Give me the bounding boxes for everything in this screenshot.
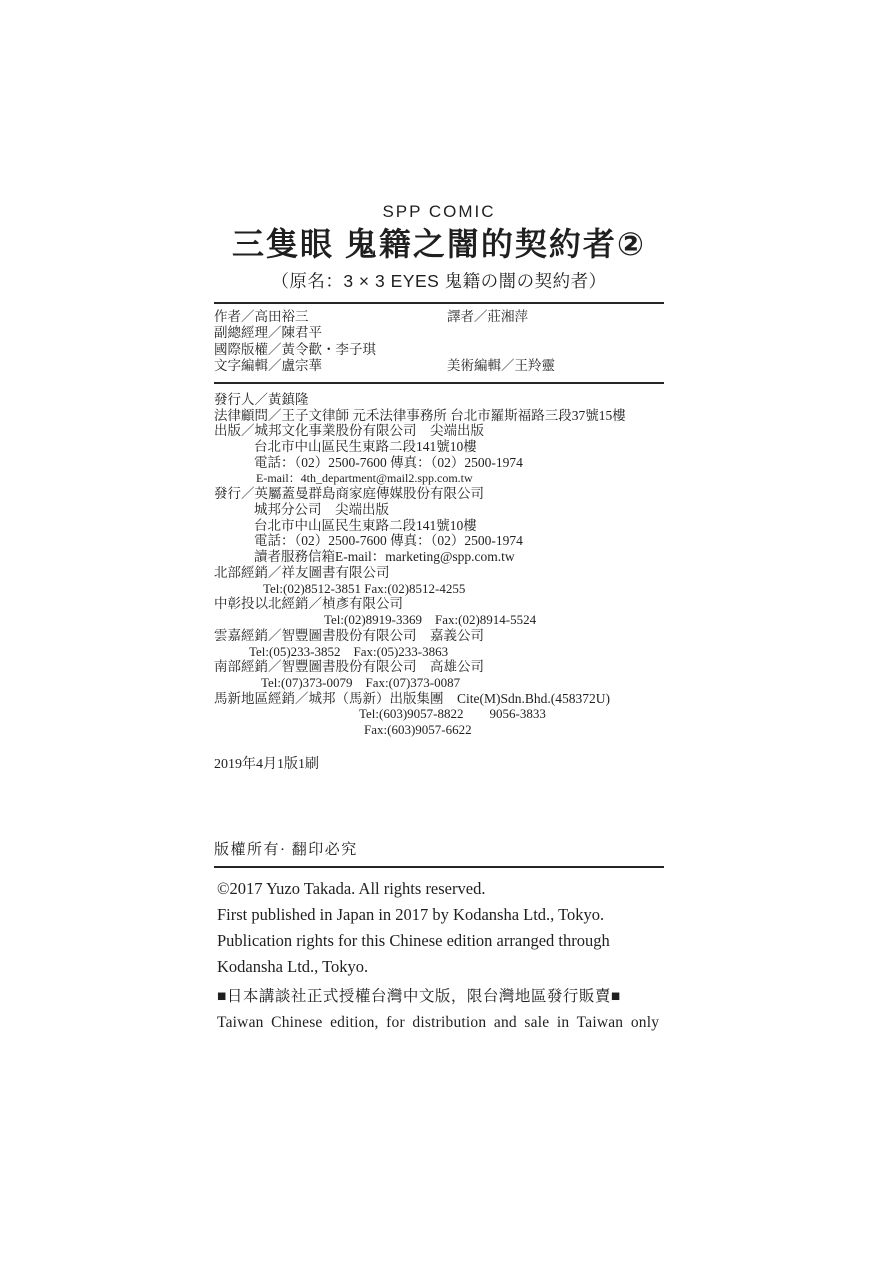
publication-line: 馬新地區經銷／城邦（馬新）出版集團 Cite(M)Sdn.Bhd.(458372U) xyxy=(214,690,610,706)
credit-empty xyxy=(447,342,666,358)
publication-line: 城邦分公司 尖端出版 xyxy=(254,502,389,518)
divider-credits xyxy=(214,382,664,384)
book-title: 三隻眼 鬼籍之闇的契約者② xyxy=(232,226,646,262)
copyright-line: Publication rights for this Chinese edition arranged through xyxy=(217,931,610,950)
credits-row xyxy=(214,309,666,325)
publication-line: 雲嘉經銷／智豐圖書股份有限公司 嘉義公司 xyxy=(214,627,484,643)
publication-line: 南部經銷／智豐圖書股份有限公司 高雄公司 xyxy=(214,659,484,675)
original-title: （原名：3 × 3 EYES 鬼籍の闇の契約者） xyxy=(271,271,607,291)
credit-empty xyxy=(447,325,666,341)
credit-author: 作者／高田裕三 xyxy=(214,309,309,324)
publication-line: Fax:(603)9057-6622 xyxy=(364,722,472,738)
publication-line: 發行人／黃鎮隆 xyxy=(214,392,309,407)
license-en: Taiwan Chinese edition, for distribution and sale in Taiwan only xyxy=(217,1014,660,1031)
publication-line: Tel:(07)373-0079 Fax:(07)373-0087 xyxy=(261,674,461,690)
credit-art-editor: 美術編輯／王羚靈 xyxy=(447,357,555,373)
publication-line: 電話：（02）2500-7600 傳真：（02）2500-1974 xyxy=(254,533,523,549)
publication-line: 讀者服務信箱E-mail：marketing@spp.com.tw xyxy=(254,549,515,565)
publication-line: 台北市中山區民生東路二段141號10樓 xyxy=(254,517,477,533)
publication-line: 法律顧問／王子文律師 元禾法律事務所 台北市羅斯福路三段37號15樓 xyxy=(214,407,626,423)
publication-line: 台北市中山區民生東路二段141號10樓 xyxy=(254,439,477,455)
credits-row xyxy=(214,342,666,358)
license-zh: ■日本講談社正式授權台灣中文版，限台灣地區發行販賣■ xyxy=(217,988,621,1005)
copyright-line: First published in Japan in 2017 by Kodansha Ltd., Tokyo. xyxy=(217,905,605,924)
publication-line: Tel:(02)8919-3369 Fax:(02)8914-5524 xyxy=(324,612,537,628)
publication-line: Tel:(05)233-3852 Fax:(05)233-3863 xyxy=(249,643,449,659)
publication-info xyxy=(214,392,814,738)
divider-top xyxy=(214,302,664,304)
publication-line: 電話：（02）2500-7600 傳真：（02）2500-1974 xyxy=(254,454,523,470)
publication-line: E-mail：4th_department@mail2.spp.com.tw xyxy=(256,470,473,485)
edition-date: 2019年4月1版1刷 xyxy=(214,757,319,772)
credit-translator: 譯者／莊湘萍 xyxy=(447,309,528,324)
credit-deputy-manager: 副總經理／陳君平 xyxy=(214,325,322,341)
copyright-english xyxy=(217,876,687,980)
masthead xyxy=(214,203,664,293)
credit-text-editor: 文字編輯／盧宗華 xyxy=(214,357,322,373)
credits-row xyxy=(214,358,666,374)
imprint-label: SPP COMIC xyxy=(382,202,496,221)
publication-line: 出版／城邦文化事業股份有限公司 尖端出版 xyxy=(214,423,484,439)
publication-line: 北部經銷／祥友圖書有限公司 xyxy=(214,564,390,580)
publication-line: 中彰投以北經銷／楨彥有限公司 xyxy=(214,596,403,612)
license-statement xyxy=(217,985,687,1037)
rights-notice: 版權所有· 翻印必究 xyxy=(214,842,358,858)
publication-line: Tel:(603)9057-8822 9056-3833 xyxy=(359,706,546,722)
publication-line: 發行／英屬蓋曼群島商家庭傳媒股份有限公司 xyxy=(214,486,484,502)
copyright-line: ©2017 Yuzo Takada. All rights reserved. xyxy=(217,879,486,898)
credits-table xyxy=(214,309,666,374)
credits-row xyxy=(214,325,666,341)
publication-line: Tel:(02)8512-3851 Fax:(02)8512-4255 xyxy=(263,580,466,596)
credit-intl-rights: 國際版權／黃令歡・李子琪 xyxy=(214,341,376,357)
divider-rights xyxy=(214,866,664,868)
copyright-line: Kodansha Ltd., Tokyo. xyxy=(217,957,369,976)
